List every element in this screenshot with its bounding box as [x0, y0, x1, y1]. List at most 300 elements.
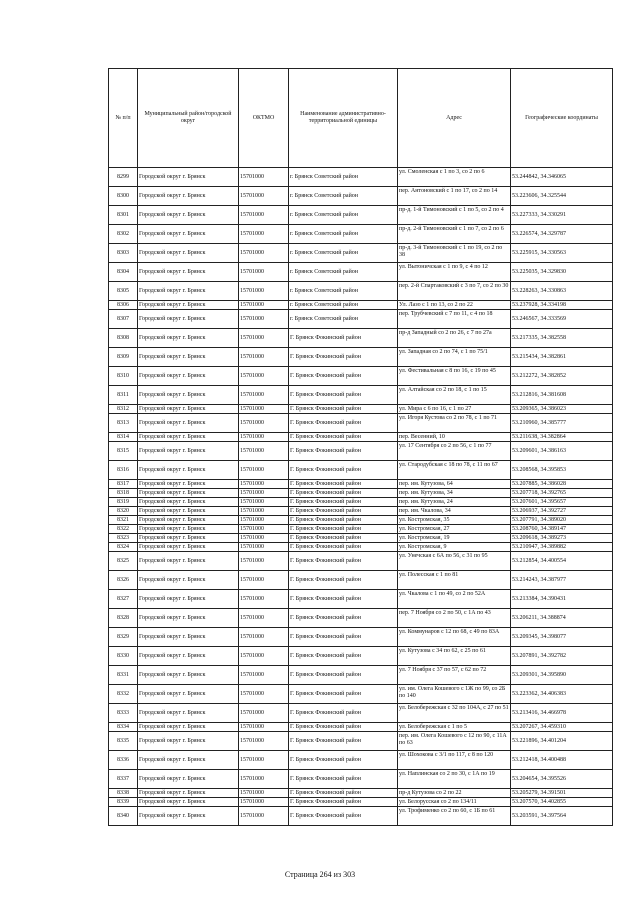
row-number-cell: 8338 [109, 789, 138, 798]
address-cell: пер. Антоновский с 1 по 17, со 2 по 14 [398, 187, 511, 206]
territorial-unit-cell: г. Брянск Советский район [289, 310, 398, 329]
municipality-cell: Городской округ г. Брянск [138, 534, 239, 543]
territorial-unit-cell: Г. Брянск Фокинский район [289, 414, 398, 433]
coordinates-cell: 53.208568, 34.395853 [511, 461, 613, 480]
municipality-cell: Городской округ г. Брянск [138, 647, 239, 666]
coordinates-cell: 53.225915, 34.330563 [511, 244, 613, 263]
address-cell: пер. им. Олега Кошевого с 12 по 90, с 11А по 63 [398, 732, 511, 751]
territorial-unit-cell: Г. Брянск Фокинский район [289, 516, 398, 525]
territorial-unit-cell: Г. Брянск Фокинский район [289, 609, 398, 628]
table-row [109, 534, 613, 543]
municipality-cell: Городской округ г. Брянск [138, 348, 239, 367]
table-row [109, 386, 613, 405]
coordinates-cell: 53.228263, 34.330863 [511, 282, 613, 301]
address-cell: ул. 17 Сентября со 2 по 56, с 1 по 77 [398, 442, 511, 461]
territorial-unit-cell: Г. Брянск Фокинский район [289, 543, 398, 552]
territorial-unit-cell: Г. Брянск Фокинский район [289, 732, 398, 751]
municipality-cell: Городской округ г. Брянск [138, 628, 239, 647]
territorial-unit-cell: г. Брянск Советский район [289, 225, 398, 244]
address-cell: ул. Костромская, 9 [398, 543, 511, 552]
header-num: № п/п [109, 69, 138, 168]
territorial-unit-cell: Г. Брянск Фокинский район [289, 704, 398, 723]
row-number-cell: 8302 [109, 225, 138, 244]
oktmo-cell: 15701000 [239, 386, 289, 405]
coordinates-cell: 53.207267, 34.459310 [511, 723, 613, 732]
territorial-unit-cell: Г. Брянск Фокинский район [289, 461, 398, 480]
territorial-unit-cell: Г. Брянск Фокинский район [289, 405, 398, 414]
municipality-cell: Городской округ г. Брянск [138, 489, 239, 498]
municipality-cell: Городской округ г. Брянск [138, 704, 239, 723]
address-cell: ул. Смоленская с 1 по 3, со 2 по 6 [398, 168, 511, 187]
municipality-cell: Городской округ г. Брянск [138, 225, 239, 244]
territorial-unit-cell: Г. Брянск Фокинский район [289, 807, 398, 826]
address-cell: ул. Стародубская с 18 по 78, с 11 по 67 [398, 461, 511, 480]
table-row [109, 666, 613, 685]
row-number-cell: 8320 [109, 507, 138, 516]
oktmo-cell: 15701000 [239, 461, 289, 480]
oktmo-cell: 15701000 [239, 770, 289, 789]
territorial-unit-cell: г. Брянск Советский район [289, 282, 398, 301]
coordinates-cell: 53.206937, 34.392727 [511, 507, 613, 516]
territorial-unit-cell: Г. Брянск Фокинский район [289, 590, 398, 609]
territorial-unit-cell: Г. Брянск Фокинский район [289, 789, 398, 798]
municipality-cell: Городской округ г. Брянск [138, 666, 239, 685]
territorial-unit-cell: Г. Брянск Фокинский район [289, 571, 398, 590]
table-row [109, 723, 613, 732]
oktmo-cell: 15701000 [239, 367, 289, 386]
coordinates-cell: 53.207891, 34.392782 [511, 647, 613, 666]
address-cell: ул. Кутузова с 34 по 62, с 25 по 61 [398, 647, 511, 666]
coordinates-cell: 53.237928, 34.334198 [511, 301, 613, 310]
territorial-unit-cell: Г. Брянск Фокинский район [289, 628, 398, 647]
coordinates-cell: 53.227333, 34.330291 [511, 206, 613, 225]
table-row [109, 310, 613, 329]
municipality-cell: Городской округ г. Брянск [138, 206, 239, 225]
coordinates-cell: 53.225035, 34.329830 [511, 263, 613, 282]
address-cell: ул. Белобережская с 32 по 104А, с 27 по 51 [398, 704, 511, 723]
table-header [109, 69, 613, 168]
territorial-unit-cell: Г. Брянск Фокинский район [289, 685, 398, 704]
municipality-cell: Городской округ г. Брянск [138, 543, 239, 552]
table-row [109, 498, 613, 507]
address-cell: ул. Игоря Кустова со 2 по 78, с 1 по 71 [398, 414, 511, 433]
address-cell: ул. Алтайская со 2 по 18, с 1 по 15 [398, 386, 511, 405]
oktmo-cell: 15701000 [239, 433, 289, 442]
coordinates-cell: 53.205279, 34.391501 [511, 789, 613, 798]
table-row [109, 789, 613, 798]
territorial-unit-cell: Г. Брянск Фокинский район [289, 534, 398, 543]
row-number-cell: 8339 [109, 798, 138, 807]
oktmo-cell: 15701000 [239, 685, 289, 704]
table-row [109, 480, 613, 489]
municipality-cell: Городской округ г. Брянск [138, 723, 239, 732]
coordinates-cell: 53.226574, 34.329787 [511, 225, 613, 244]
municipality-cell: Городской округ г. Брянск [138, 461, 239, 480]
address-cell: ул. Унечская с 6А по 56, с 31 по 95 [398, 552, 511, 571]
address-cell: пер. им. Кутузова, 34 [398, 489, 511, 498]
row-number-cell: 8304 [109, 263, 138, 282]
territorial-unit-cell: Г. Брянск Фокинский район [289, 552, 398, 571]
table-row [109, 168, 613, 187]
address-cell: ул. Костромская, 35 [398, 516, 511, 525]
oktmo-cell: 15701000 [239, 647, 289, 666]
table-row [109, 798, 613, 807]
oktmo-cell: 15701000 [239, 807, 289, 826]
address-cell: пер. им. Чкалова, 34 [398, 507, 511, 516]
table-body [109, 168, 613, 826]
row-number-cell: 8334 [109, 723, 138, 732]
municipality-cell: Городской округ г. Брянск [138, 282, 239, 301]
municipality-cell: Городской округ г. Брянск [138, 552, 239, 571]
oktmo-cell: 15701000 [239, 329, 289, 348]
municipality-cell: Городской округ г. Брянск [138, 244, 239, 263]
coordinates-cell: 53.215434, 34.382861 [511, 348, 613, 367]
row-number-cell: 8318 [109, 489, 138, 498]
table-row [109, 770, 613, 789]
row-number-cell: 8331 [109, 666, 138, 685]
oktmo-cell: 15701000 [239, 442, 289, 461]
row-number-cell: 8325 [109, 552, 138, 571]
oktmo-cell: 15701000 [239, 187, 289, 206]
municipality-cell: Городской округ г. Брянск [138, 310, 239, 329]
address-cell: ул. Мира с 6 по 16, с 1 по 27 [398, 405, 511, 414]
registry-table [108, 68, 613, 826]
header-row [109, 69, 613, 168]
oktmo-cell: 15701000 [239, 543, 289, 552]
header-municipal: Муниципальный район/городской округ [138, 69, 239, 168]
coordinates-cell: 53.207570, 34.402855 [511, 798, 613, 807]
oktmo-cell: 15701000 [239, 723, 289, 732]
oktmo-cell: 15701000 [239, 525, 289, 534]
coordinates-cell: 53.246567, 34.333569 [511, 310, 613, 329]
row-number-cell: 8340 [109, 807, 138, 826]
table-row [109, 732, 613, 751]
municipality-cell: Городской округ г. Брянск [138, 590, 239, 609]
municipality-cell: Городской округ г. Брянск [138, 498, 239, 507]
row-number-cell: 8309 [109, 348, 138, 367]
coordinates-cell: 53.221896, 34.401204 [511, 732, 613, 751]
oktmo-cell: 15701000 [239, 789, 289, 798]
territorial-unit-cell: Г. Брянск Фокинский район [289, 480, 398, 489]
row-number-cell: 8330 [109, 647, 138, 666]
oktmo-cell: 15701000 [239, 489, 289, 498]
address-cell: пр-д. 2-й Тимоновский с 1 по 7, со 2 по 6 [398, 225, 511, 244]
coordinates-cell: 53.209301, 34.395890 [511, 666, 613, 685]
municipality-cell: Городской округ г. Брянск [138, 263, 239, 282]
address-cell: пр-д Кутузова со 2 по 22 [398, 789, 511, 798]
table-row [109, 552, 613, 571]
row-number-cell: 8317 [109, 480, 138, 489]
row-number-cell: 8312 [109, 405, 138, 414]
table-row [109, 590, 613, 609]
oktmo-cell: 15701000 [239, 348, 289, 367]
address-cell: ул. Чкалова с 1 по 49, со 2 по 52А [398, 590, 511, 609]
territorial-unit-cell: г. Брянск Советский район [289, 244, 398, 263]
oktmo-cell: 15701000 [239, 168, 289, 187]
coordinates-cell: 53.209365, 34.386023 [511, 405, 613, 414]
table-row [109, 206, 613, 225]
oktmo-cell: 15701000 [239, 282, 289, 301]
address-cell: ул. Костромская, 19 [398, 534, 511, 543]
coordinates-cell: 53.209601, 34.386163 [511, 442, 613, 461]
table-row [109, 685, 613, 704]
address-cell: пр-д. 3-й Тимоновский с 1 по 19, со 2 по 38 [398, 244, 511, 263]
oktmo-cell: 15701000 [239, 206, 289, 225]
oktmo-cell: 15701000 [239, 225, 289, 244]
address-cell: пер. Трубчевский с 7 по 11, с 4 по 18 [398, 310, 511, 329]
coordinates-cell: 53.208760, 34.389147 [511, 525, 613, 534]
coordinates-cell: 53.207885, 34.386028 [511, 480, 613, 489]
row-number-cell: 8316 [109, 461, 138, 480]
row-number-cell: 8335 [109, 732, 138, 751]
coordinates-cell: 53.207718, 34.392765 [511, 489, 613, 498]
address-cell: ул. Наплинская со 2 по 30, с 1А по 19 [398, 770, 511, 789]
table-row [109, 489, 613, 498]
coordinates-cell: 53.206211, 34.388874 [511, 609, 613, 628]
table-row [109, 628, 613, 647]
coordinates-cell: 53.210947, 34.389882 [511, 543, 613, 552]
row-number-cell: 8332 [109, 685, 138, 704]
territorial-unit-cell: Г. Брянск Фокинский район [289, 723, 398, 732]
table-row [109, 461, 613, 480]
address-cell: пер. им. Кутузова, 24 [398, 498, 511, 507]
table-row [109, 348, 613, 367]
row-number-cell: 8303 [109, 244, 138, 263]
municipality-cell: Городской округ г. Брянск [138, 525, 239, 534]
oktmo-cell: 15701000 [239, 480, 289, 489]
oktmo-cell: 15701000 [239, 507, 289, 516]
table-row [109, 187, 613, 206]
table-row [109, 282, 613, 301]
municipality-cell: Городской округ г. Брянск [138, 798, 239, 807]
municipality-cell: Городской округ г. Брянск [138, 168, 239, 187]
table-row [109, 244, 613, 263]
coordinates-cell: 53.214243, 34.387977 [511, 571, 613, 590]
territorial-unit-cell: Г. Брянск Фокинский район [289, 770, 398, 789]
coordinates-cell: 53.213384, 34.390431 [511, 590, 613, 609]
territorial-unit-cell: Г. Брянск Фокинский район [289, 348, 398, 367]
oktmo-cell: 15701000 [239, 263, 289, 282]
row-number-cell: 8314 [109, 433, 138, 442]
oktmo-cell: 15701000 [239, 244, 289, 263]
table-row [109, 329, 613, 348]
municipality-cell: Городской округ г. Брянск [138, 685, 239, 704]
table-row [109, 704, 613, 723]
table-row [109, 516, 613, 525]
territorial-unit-cell: Г. Брянск Фокинский район [289, 498, 398, 507]
municipality-cell: Городской округ г. Брянск [138, 442, 239, 461]
address-cell: пер. им. Кутузова, 64 [398, 480, 511, 489]
coordinates-cell: 53.223606, 34.325544 [511, 187, 613, 206]
municipality-cell: Городской округ г. Брянск [138, 187, 239, 206]
coordinates-cell: 53.212272, 34.382852 [511, 367, 613, 386]
oktmo-cell: 15701000 [239, 534, 289, 543]
municipality-cell: Городской округ г. Брянск [138, 507, 239, 516]
address-cell: ул. 7 Ноября с 37 по 57, с 62 по 72 [398, 666, 511, 685]
table-row [109, 405, 613, 414]
coordinates-cell: 53.244842, 34.346065 [511, 168, 613, 187]
address-cell: ул. Коммунаров с 12 по 68, с 49 по 83А [398, 628, 511, 647]
header-address: Адрес [398, 69, 511, 168]
municipality-cell: Городской округ г. Брянск [138, 770, 239, 789]
oktmo-cell: 15701000 [239, 609, 289, 628]
oktmo-cell: 15701000 [239, 590, 289, 609]
table-row [109, 543, 613, 552]
oktmo-cell: 15701000 [239, 628, 289, 647]
territorial-unit-cell: Г. Брянск Фокинский район [289, 507, 398, 516]
territorial-unit-cell: Г. Брянск Фокинский район [289, 329, 398, 348]
row-number-cell: 8327 [109, 590, 138, 609]
row-number-cell: 8328 [109, 609, 138, 628]
address-cell: ул. им. Олега Кошевого с 1Ж по 99, со 2Б по 140 [398, 685, 511, 704]
header-oktmo: ОКТМО [239, 69, 289, 168]
municipality-cell: Городской округ г. Брянск [138, 329, 239, 348]
territorial-unit-cell: Г. Брянск Фокинский район [289, 798, 398, 807]
territorial-unit-cell: г. Брянск Советский район [289, 168, 398, 187]
coordinates-cell: 53.213416, 34.466978 [511, 704, 613, 723]
oktmo-cell: 15701000 [239, 666, 289, 685]
row-number-cell: 8307 [109, 310, 138, 329]
territorial-unit-cell: Г. Брянск Фокинский район [289, 666, 398, 685]
address-cell: пр-д. 1-й Тимоновский с 1 по 5, со 2 по 4 [398, 206, 511, 225]
table-row [109, 507, 613, 516]
municipality-cell: Городской округ г. Брянск [138, 386, 239, 405]
oktmo-cell: 15701000 [239, 552, 289, 571]
row-number-cell: 8305 [109, 282, 138, 301]
oktmo-cell: 15701000 [239, 414, 289, 433]
municipality-cell: Городской округ г. Брянск [138, 301, 239, 310]
row-number-cell: 8321 [109, 516, 138, 525]
address-cell: ул. Костромская, 27 [398, 525, 511, 534]
oktmo-cell: 15701000 [239, 571, 289, 590]
table-row [109, 647, 613, 666]
municipality-cell: Городской округ г. Брянск [138, 405, 239, 414]
municipality-cell: Городской округ г. Брянск [138, 807, 239, 826]
address-cell: ул. Западная со 2 по 74, с 1 по 75/1 [398, 348, 511, 367]
row-number-cell: 8301 [109, 206, 138, 225]
coordinates-cell: 53.212854, 34.400554 [511, 552, 613, 571]
address-cell: пер. 2-й Спартаковский с 3 по 7, со 2 по 30 [398, 282, 511, 301]
municipality-cell: Городской округ г. Брянск [138, 414, 239, 433]
municipality-cell: Городской округ г. Брянск [138, 516, 239, 525]
territorial-unit-cell: Г. Брянск Фокинский район [289, 367, 398, 386]
header-coords: Географические координаты [511, 69, 613, 168]
coordinates-cell: 53.217335, 34.382558 [511, 329, 613, 348]
row-number-cell: 8333 [109, 704, 138, 723]
row-number-cell: 8326 [109, 571, 138, 590]
row-number-cell: 8299 [109, 168, 138, 187]
address-cell: ул. Фестивальная с 8 по 16, с 19 по 45 [398, 367, 511, 386]
address-cell: ул. Белобережская с 1 по 5 [398, 723, 511, 732]
coordinates-cell: 53.210960, 34.385777 [511, 414, 613, 433]
oktmo-cell: 15701000 [239, 310, 289, 329]
municipality-cell: Городской округ г. Брянск [138, 571, 239, 590]
coordinates-cell: 53.209345, 34.398077 [511, 628, 613, 647]
coordinates-cell: 53.212418, 34.400488 [511, 751, 613, 770]
coordinates-cell: 53.203591, 34.397564 [511, 807, 613, 826]
row-number-cell: 8311 [109, 386, 138, 405]
territorial-unit-cell: Г. Брянск Фокинский район [289, 647, 398, 666]
municipality-cell: Городской округ г. Брянск [138, 480, 239, 489]
address-cell: пр-д Западный со 2 по 26, с 7 по 27а [398, 329, 511, 348]
row-number-cell: 8336 [109, 751, 138, 770]
table-row [109, 263, 613, 282]
municipality-cell: Городской округ г. Брянск [138, 433, 239, 442]
coordinates-cell: 53.209618, 34.389273 [511, 534, 613, 543]
territorial-unit-cell: Г. Брянск Фокинский район [289, 386, 398, 405]
territorial-unit-cell: г. Брянск Советский район [289, 263, 398, 282]
table-row [109, 225, 613, 244]
table-row [109, 571, 613, 590]
row-number-cell: 8308 [109, 329, 138, 348]
row-number-cell: 8315 [109, 442, 138, 461]
table-row [109, 609, 613, 628]
row-number-cell: 8337 [109, 770, 138, 789]
row-number-cell: 8319 [109, 498, 138, 507]
table-row [109, 414, 613, 433]
coordinates-cell: 53.212816, 34.381608 [511, 386, 613, 405]
municipality-cell: Городской округ г. Брянск [138, 367, 239, 386]
oktmo-cell: 15701000 [239, 751, 289, 770]
address-cell: Ул. Лазо с 1 по 13, со 2 по 22 [398, 301, 511, 310]
table-row [109, 301, 613, 310]
municipality-cell: Городской округ г. Брянск [138, 732, 239, 751]
address-cell: пер. 7 Ноября со 2 по 50, с 1А по 43 [398, 609, 511, 628]
municipality-cell: Городской округ г. Брянск [138, 609, 239, 628]
oktmo-cell: 15701000 [239, 732, 289, 751]
coordinates-cell: 53.223362, 34.406383 [511, 685, 613, 704]
territorial-unit-cell: Г. Брянск Фокинский район [289, 525, 398, 534]
row-number-cell: 8310 [109, 367, 138, 386]
territorial-unit-cell: Г. Брянск Фокинский район [289, 489, 398, 498]
coordinates-cell: 53.207791, 34.389020 [511, 516, 613, 525]
oktmo-cell: 15701000 [239, 498, 289, 507]
oktmo-cell: 15701000 [239, 798, 289, 807]
municipality-cell: Городской округ г. Брянск [138, 789, 239, 798]
municipality-cell: Городской округ г. Брянск [138, 751, 239, 770]
table-row [109, 367, 613, 386]
row-number-cell: 8313 [109, 414, 138, 433]
oktmo-cell: 15701000 [239, 704, 289, 723]
row-number-cell: 8324 [109, 543, 138, 552]
territorial-unit-cell: г. Брянск Советский район [289, 301, 398, 310]
address-cell: пер. Весенний, 10 [398, 433, 511, 442]
territorial-unit-cell: г. Брянск Советский район [289, 187, 398, 206]
address-cell: ул. Белорусская со 2 по 134/11 [398, 798, 511, 807]
coordinates-cell: 53.204654, 34.395526 [511, 770, 613, 789]
table-row [109, 525, 613, 534]
table-row [109, 442, 613, 461]
header-unit: Наименование административно-территориальной единицы [289, 69, 398, 168]
address-cell: ул. Полесская с 1 по 81 [398, 571, 511, 590]
row-number-cell: 8322 [109, 525, 138, 534]
territorial-unit-cell: Г. Брянск Фокинский район [289, 442, 398, 461]
table-row [109, 433, 613, 442]
oktmo-cell: 15701000 [239, 405, 289, 414]
row-number-cell: 8306 [109, 301, 138, 310]
territorial-unit-cell: г. Брянск Советский район [289, 206, 398, 225]
row-number-cell: 8300 [109, 187, 138, 206]
row-number-cell: 8329 [109, 628, 138, 647]
territorial-unit-cell: Г. Брянск Фокинский район [289, 751, 398, 770]
oktmo-cell: 15701000 [239, 516, 289, 525]
coordinates-cell: 53.211638, 34.382864 [511, 433, 613, 442]
row-number-cell: 8323 [109, 534, 138, 543]
address-cell: ул. Шохокова с 3/1 по 117, с 8 по 120 [398, 751, 511, 770]
coordinates-cell: 53.207601, 34.395657 [511, 498, 613, 507]
table-row [109, 807, 613, 826]
table-row [109, 751, 613, 770]
